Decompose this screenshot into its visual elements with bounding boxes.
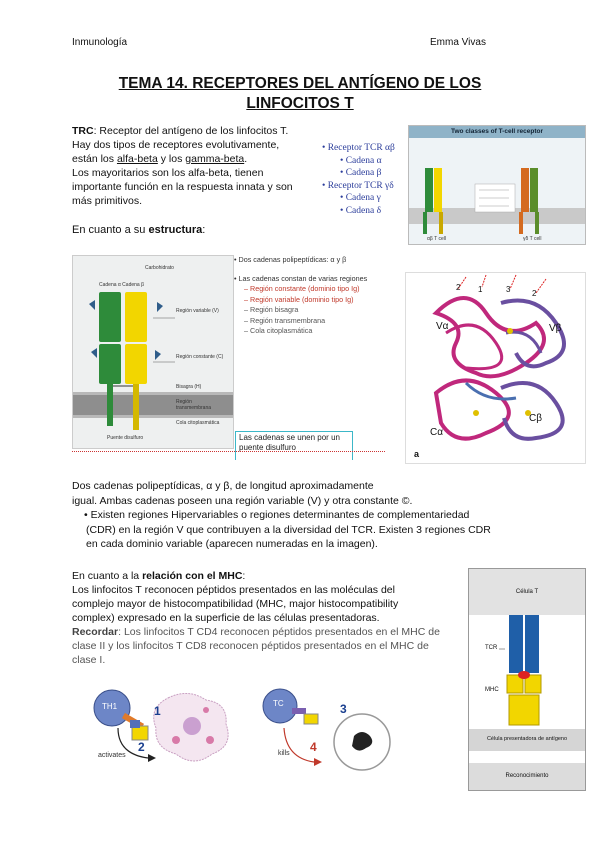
desc-b2: (CDR) en la región V que contribuyen a la diversidad del TCR. Existen 3 regiones CDR [86, 523, 491, 536]
mhc-l1: Los linfocitos T reconocen péptidos presentados en las moléculas del [72, 584, 395, 596]
th1-label: TH1 [102, 702, 118, 711]
intro-l3a: están los [72, 153, 115, 165]
title-line-2: LINFOCITOS T [246, 95, 354, 112]
fig5-number-3: 3 [340, 702, 347, 716]
label-region-variable: Región variable (V) [176, 308, 219, 314]
intro-l1: : Receptor del antígeno de los linfocitos T. [93, 125, 289, 137]
structure-item-cola: Cola citoplasmática [250, 326, 313, 335]
desc-l1: Dos cadenas polipeptídicas, α y β, de longitud aproximadamente [72, 480, 374, 492]
structure-item-transmembrana: Región transmembrana [250, 315, 326, 325]
mhc-l3: complex) expresado en la superficie de las células presentadoras. [72, 612, 380, 624]
cdr-number-2: 1 [478, 285, 483, 294]
mhc-tail: : [242, 570, 246, 582]
structure-heading [72, 224, 205, 236]
label-apc: Célula presentadora de antígeno [486, 736, 568, 742]
structure-tail: : [202, 224, 206, 236]
intro-paragraph [72, 124, 322, 208]
bullet-tcr-gd: Receptor TCR γδ [327, 180, 394, 191]
figure-recognition [468, 568, 586, 791]
label-bisagra: Bisagra (H) [176, 384, 202, 390]
mhc-l2: complejo mayor de histocompatibilidad (MHC, major histocompatibility [72, 598, 399, 610]
structure-list: • Dos cadenas polipeptídicas: α y β • Las cadenas constan de varias regiones – Región constante (dominio tipo Ig) – Región variable (dominio tipo Ig) – Región bisagra – Región transmembrana – Cola citoplasmática [234, 255, 368, 335]
structure-item-2: Las cadenas constan de varias regiones [238, 273, 368, 283]
figure-tcr-crystal [405, 272, 586, 464]
header-author: Emma Vivas [430, 37, 486, 48]
label-tcr: TCR [485, 645, 498, 651]
label-v-beta: Vβ [549, 323, 562, 334]
desc-l2: igual. Ambas cadenas poseen una región variable (V) y otra constante ©. [72, 494, 413, 507]
alpha-beta-term: alfa-beta [116, 153, 158, 165]
bullet-chain-d: Cadena δ [345, 205, 382, 216]
tcr-bullets: • Receptor TCR αβ • Cadena α • Cadena β • Receptor TCR γδ • Cadena γ • Cadena δ [322, 143, 395, 216]
structure-item-1: Dos cadenas polipeptídicas: α y β [238, 255, 347, 264]
label-puente: Puente disulfuro [107, 435, 144, 441]
label-celula-t: Célula T [515, 589, 539, 595]
fig5-number-4: 4 [310, 740, 317, 754]
figure-tcr-structure [72, 255, 385, 460]
label-carbohidrato: Carbohidrato [145, 265, 174, 271]
two-classes-diagram [409, 138, 585, 244]
label-cadenas: Cadena α Cadena β [99, 282, 144, 288]
mhc-r3: clase I. [72, 654, 106, 666]
structure-item-bisagra: Región bisagra [250, 305, 299, 314]
intro-l3c: . [244, 153, 248, 165]
tc-label: TC [273, 699, 284, 708]
intro-l5: importante función en la respuesta innata y son [72, 181, 293, 193]
intro-l2: Hay dos tipos de receptores evolutivamente, [72, 139, 280, 151]
fig4-number-1: 1 [154, 704, 161, 718]
intro-l4: Los mayoritarios son los alfa-beta, tienen [72, 167, 264, 179]
fig4-activates: activates [98, 752, 126, 759]
header-subject: Inmunología [72, 37, 128, 48]
cdr-number-1: 2 [456, 283, 461, 292]
bullet-tcr-ab: Receptor TCR αβ [327, 143, 395, 153]
figure-tag-a: a [414, 449, 420, 459]
recognition-diagram [469, 569, 585, 790]
chains-description: Dos cadenas polipeptídicas, α y β, de longitud aproximadamente igual. Ambas cadenas poseen una región variable (V) y otra constante ©. • Existen regiones Hipervariables o regiones determinantes de complementariedad (CDR) en la región V que contribuyen a la diversidad del TCR. Existen 3 regiones CDR en cada dominio variable (aparecen numeradas en la imagen). [72, 479, 532, 552]
label-transmembrana: Región transmembrana [176, 399, 212, 411]
mhc-r2: clase II y los linfocitos T CD8 reconocen péptidos presentados en el MHC de [72, 640, 429, 652]
desc-b1: Existen regiones Hipervariables o regiones determinantes de complementariedad [90, 509, 470, 521]
figure-two-classes-title: Two classes of T-cell receptor [409, 126, 585, 138]
structure-diagram-panel [72, 255, 234, 449]
intro-l6: más primitivos. [72, 195, 143, 207]
structure-lead: En cuanto a su [72, 224, 149, 236]
figure-divider [72, 451, 385, 452]
fig4-number-2: 2 [138, 740, 145, 754]
label-reconocimiento: Reconocimiento [505, 773, 549, 779]
cdr-number-4: 2 [532, 289, 537, 298]
label-c-beta: Cβ [529, 413, 542, 424]
label-v-alpha: Vα [436, 321, 449, 332]
gamma-beta-term: gamma-beta [185, 153, 245, 165]
fig1-left-label: αβ T cell [427, 236, 447, 242]
label-region-constante: Región constante (C) [176, 354, 224, 360]
mhc-recordar: Recordar [72, 626, 119, 638]
figure-two-classes-tcr [408, 125, 586, 245]
label-mhc: MHC [485, 687, 499, 693]
page-title [95, 74, 505, 114]
bullet-chain-a: Cadena α [345, 155, 382, 166]
intro-term: TRC [72, 125, 94, 137]
structure-bold: estructura [148, 224, 203, 236]
mhc-bold: relación con el MHC [142, 570, 243, 582]
figure-tc-kills [258, 688, 408, 776]
bullet-chain-b: Cadena β [345, 168, 382, 178]
callout-disulfuro: Las cadenas se unen por un puente disulfuro [235, 431, 353, 460]
title-line-1: TEMA 14. RECEPTORES DEL ANTÍGENO DE LOS [118, 75, 482, 92]
figure-th1-activates [88, 688, 238, 770]
structure-item-constante: Región constante (dominio tipo Ig) [250, 284, 360, 293]
structure-item-variable: Región variable (dominio tipo Ig) [250, 294, 354, 304]
fig5-kills: kills [278, 750, 290, 757]
fig1-right-label: γδ T cell [523, 236, 542, 242]
mhc-section [72, 569, 467, 667]
desc-b3: en cada dominio variable (aparecen numeradas en la imagen). [86, 538, 378, 550]
bullet-chain-g: Cadena γ [345, 193, 381, 203]
intro-l3b: y los [160, 153, 183, 165]
label-c-alpha: Cα [430, 427, 444, 438]
mhc-lead: En cuanto a la [72, 570, 143, 582]
mhc-r1: : Los linfocitos T CD4 reconocen péptidos presentados en el MHC de [118, 626, 440, 638]
label-cola: Cola citoplasmática [176, 420, 220, 426]
cdr-number-3: 3 [506, 285, 511, 294]
